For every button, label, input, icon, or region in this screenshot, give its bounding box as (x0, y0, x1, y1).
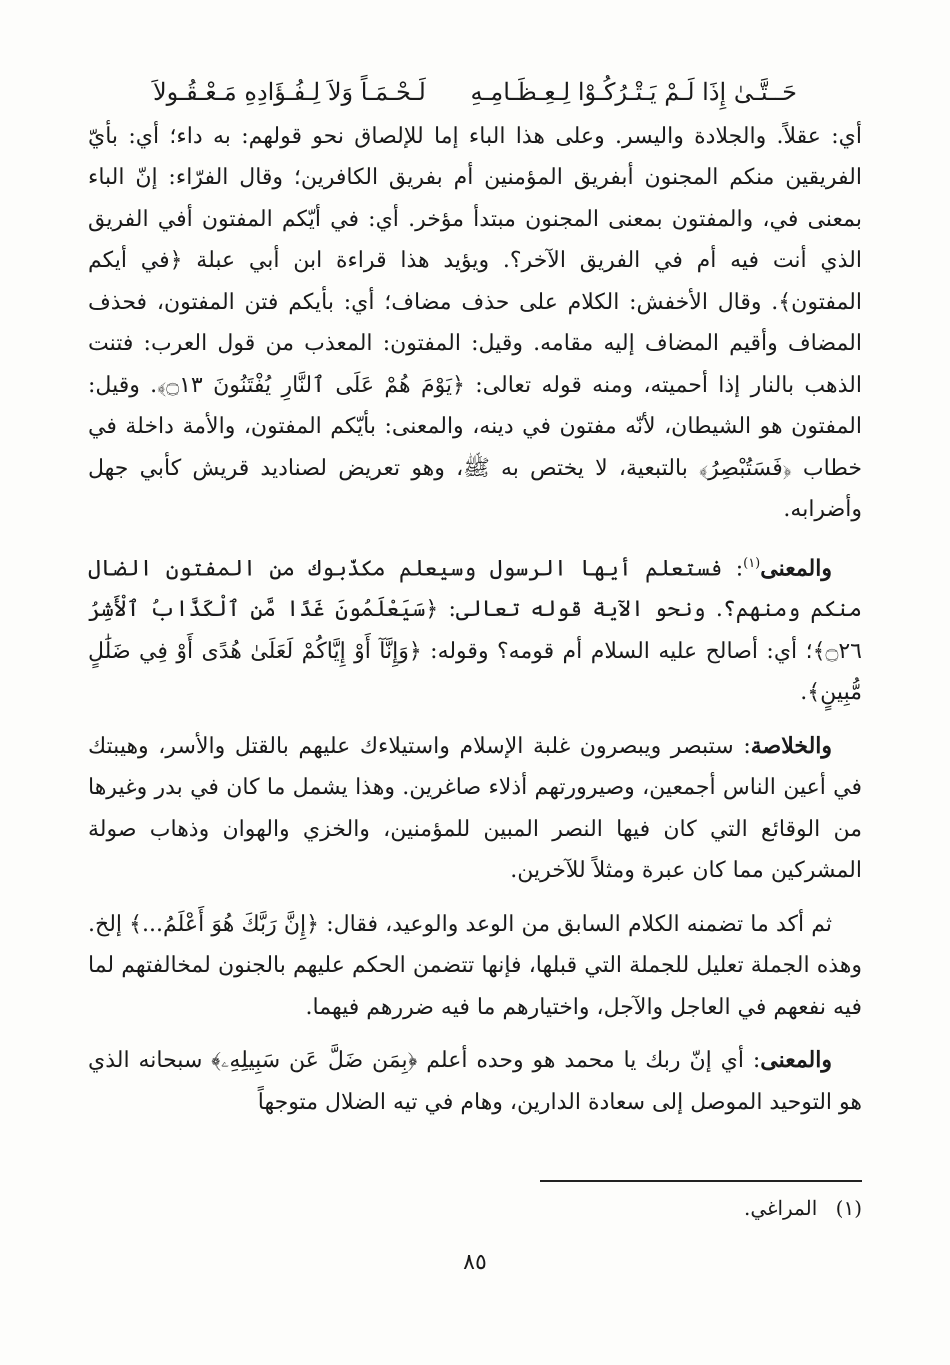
paragraph-text: : فستعلم أيها الرسول وسيعلم مكذّبوك من المفتون الضال منكم ومنهم؟. ونحو الآية قوله تعالى: ﴿سَيَعْلَمُونَ غَدًا مَّنِ ٱلْكَذَّابُ ٱلْأَشِرُ ۝٢٦﴾؛ أي: أصالح عليه السلام أم قومه؟ وقوله: ﴿وَإِنَّآ أَوْ إِيَّاكُمْ لَعَلَىٰ هُدًى أَوْ فِي ضَلَٰلٍ مُّبِينٍ﴾. (88, 555, 862, 706)
paragraph-3 (88, 726, 862, 892)
paragraph-text: ثم أكد ما تضمنه الكلام السابق من الوعد والوعيد، فقال: ﴿إِنَّ رَبَّكَ هُوَ أَعْلَمُ...﴾ إلخ. وهذه الجملة تعليل للجملة التي قبلها، فإنها تتضمن الحكم عليهم بالجنون لمخالفتهم لما فيه نفعهم في العاجل والآجل، واختيارهم ما فيه ضررهم فيهما. (88, 911, 862, 1020)
verse-second-hemistich: لَـحْـمَـاً وَلاَ لِـفُـؤَادِهِ مَـعْـقُـولاَ (152, 78, 426, 106)
footnote (500, 1196, 862, 1220)
paragraph-text: : أي إنّ ربك يا محمد هو وحده أعلم ﴿بِمَن ضَلَّ عَن سَبِيلِهِۦ﴾ سبحانه الذي هو التوحيد الموصل إلى سعادة الدارين، وهام في تيه الضلال متوجهاً (88, 1048, 862, 1115)
paragraph-2 (88, 543, 862, 714)
paragraph-text: : ستبصر ويبصرون غلبة الإسلام واستيلاءك عليهم بالقتل والأسر، وهيبتك في أعين الناس أجمعين، وصيرورتهم أذلاء صاغرين. وهذا يشمل ما كان في بدر وغيرها من الوقائع التي كان فيها النصر المبين للمؤمنين، والخزي والهوان وذهاب صولة المشركين مما كان عبرة ومثلاً للآخرين. (88, 733, 862, 884)
paragraph-lead: والخلاصة (750, 732, 833, 759)
main-text-block (88, 72, 862, 1135)
footnote-text: المراغي. (743, 1196, 818, 1220)
footnote-divider (540, 1180, 862, 1182)
verse-first-hemistich: حَــتَّـىٰ إِذَا لَـمْ يَـتْـرُكُـوْا لِـعِـظَـامِـهِ (470, 78, 798, 106)
paragraph-text: أي: عقلاً. والجلادة واليسر. وعلى هذا الباء إما للإلصاق نحو قولهم: به داء؛ أي: بأيّ الفريقين منكم المجنون أبفريق المؤمنين أم بفريق الكافرين؛ وقال الفرّاء: إنّ الباء بمعنى في، والمفتون بمعنى المجنون مبتدأ مؤخر. أي: في أيّكم المفتون أفي الفريق الذي أنت فيه أم في الفريق الآخر؟. ويؤيد هذا قراءة ابن أبي عبلة ﴿في أيكم المفتون﴾. وقال الأخفش: الكلام على حذف مضاف؛ أي: بأيكم فتن المفتون، فحذف المضاف وأقيم المضاف إليه مقامه. وقيل: المفتون: المعذب من قول العرب: فتنت الذهب بالنار إذا أحميته، ومنه قوله تعالى: ﴿يَوْمَ هُمْ عَلَى ٱلنَّارِ يُفْتَنُونَ ۝١٣﴾. وقيل: المفتون هو الشيطان، لأنّه مفتون في دينه، والمعنى: بأيّكم المفتون، والأمة داخلة في خطاب ﴿فَسَتُبْصِرُ﴾ بالتبعية، لا يختص به ﷺ، وهو تعريض لصناديد قريش كأبي جهل وأضرابه. (88, 123, 862, 522)
paragraph-lead: والمعنى (760, 1047, 832, 1074)
paragraph-4 (88, 904, 862, 1029)
page-number: ٨٥ (463, 1250, 487, 1275)
paragraph-lead: والمعنى (760, 554, 832, 581)
paragraph-1 (88, 116, 862, 531)
paragraph-5 (88, 1040, 862, 1123)
poetry-verse (88, 72, 862, 114)
footnote-marker: (١) (743, 555, 761, 571)
footnote-number: (١) (835, 1196, 862, 1220)
